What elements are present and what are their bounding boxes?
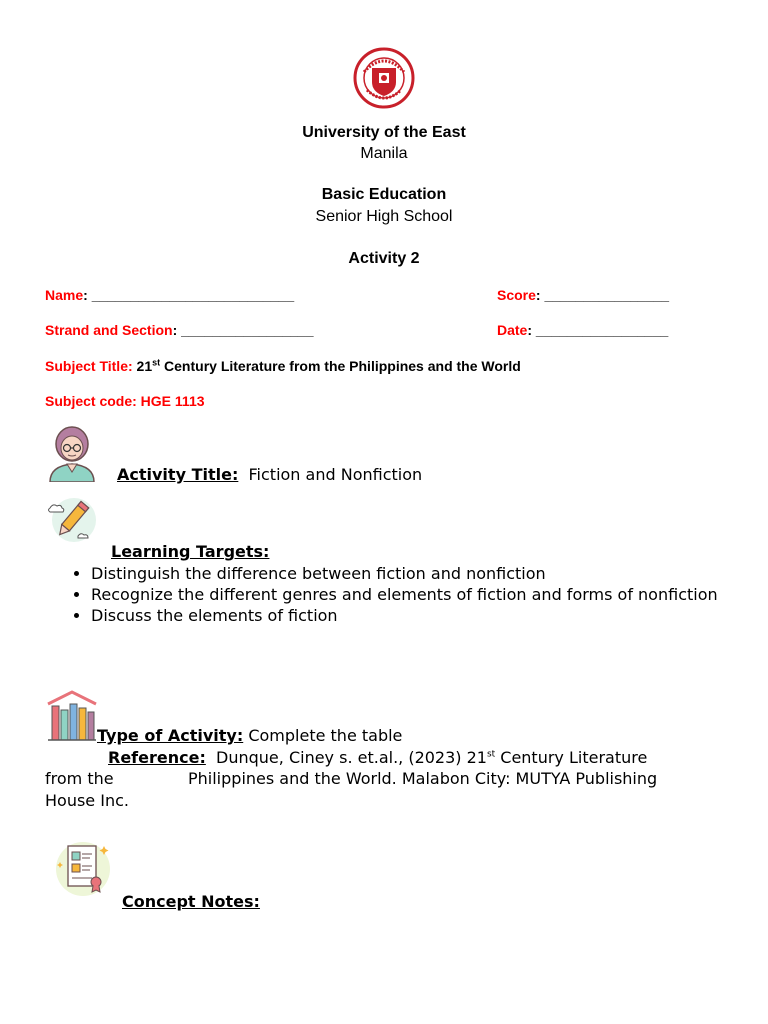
activity-title-label: Activity Title: [117,465,239,484]
teacher-icon [46,426,98,482]
list-item: • Discuss the elements of fiction [91,605,736,626]
subject-title-rest: Century Literature from the Philippines and the World [160,358,521,374]
reference-label: Reference: [108,748,206,767]
bookshelf-icon [46,690,98,742]
university-seal [353,46,415,110]
learning-targets-heading [111,542,269,561]
activity-title [117,465,422,484]
type-of-activity-label: Type of Activity: [97,726,244,745]
subject-title-line [45,358,521,374]
type-of-activity [97,726,402,745]
subject-title-sup: st [152,357,161,368]
pencil-icon [46,494,98,546]
score-label: Score [497,287,536,303]
activity-heading: Activity 2 [348,250,420,267]
activity-title-value: Fiction and Nonfiction [248,465,423,484]
campus-name: Manila [360,145,408,162]
school-level: Senior High School [315,208,453,225]
subject-title-prefix: 21 [136,358,153,374]
learning-targets-list [46,563,736,626]
score-field[interactable] [497,287,669,303]
reference-line3: House Inc. [45,791,129,810]
reference-line1 [108,748,647,767]
concept-notes-heading [122,892,260,911]
subject-title-separator: : [127,358,137,374]
strand-section-blank: : _________________ [172,322,314,338]
reference-line2a: from the [45,769,114,788]
score-blank: : ________________ [535,287,670,303]
list-item: • Distinguish the difference between fiction and nonfiction [91,563,736,584]
concept-notes-label: Concept Notes: [122,892,260,911]
name-field[interactable] [45,287,294,303]
date-label: Date [497,322,528,338]
name-blank: : __________________________ [83,287,295,303]
reference-text-b: Century Literature [495,748,648,767]
reference-line2b: Philippines and the World. Malabon City: MUTYA Publishing [188,769,658,788]
date-field[interactable] [497,322,668,338]
notes-icon [52,836,114,898]
name-label: Name [45,287,84,303]
type-of-activity-value: Complete the table [248,726,403,745]
learning-targets-label: Learning Targets: [111,542,270,561]
strand-section-field[interactable] [45,322,314,338]
subject-code: Subject code: HGE 1113 [45,393,205,409]
list-item: • Recognize the different genres and elements of fiction and forms of nonfiction [91,584,736,605]
subject-title-label: Subject Title [45,358,128,374]
date-blank: : _________________ [527,322,669,338]
university-name: University of the East [302,124,466,141]
reference-sup: st [486,749,496,760]
strand-section-label: Strand and Section [45,322,173,338]
reference-text-a: Dunque, Ciney s. et.al., (2023) 21 [216,748,487,767]
department-name: Basic Education [321,186,447,203]
